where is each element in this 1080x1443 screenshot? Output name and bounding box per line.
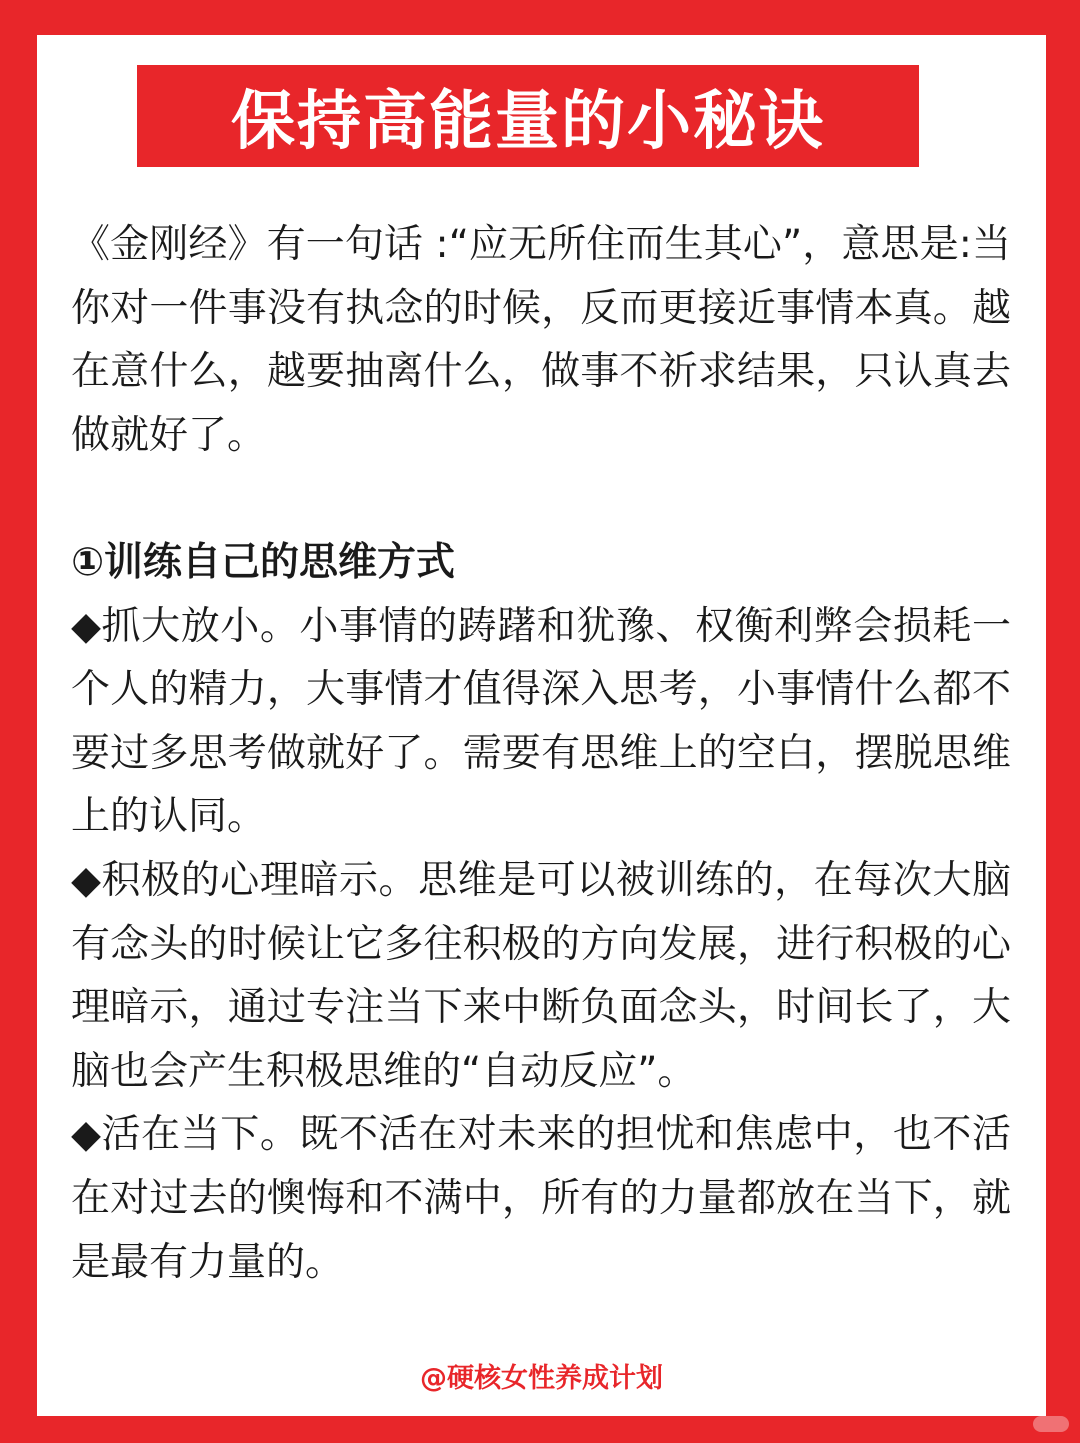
paragraph-spacer xyxy=(71,467,1011,531)
section-heading: ①训练自己的思维方式 xyxy=(71,539,456,585)
bullet-point: ◆抓大放小。小事情的踌躇和犹豫、权衡利弊会损耗一个人的精力，大事情才值得深入思考，小事情什么都不要过多思考做就好了。需要有思维上的空白，摆脱思维上的认同。 xyxy=(71,603,1011,840)
watermark-logo xyxy=(1033,1416,1069,1432)
bullet-point: ◆活在当下。既不活在对未来的担忧和焦虑中，也不活在对过去的懊悔和不满中，所有的力量都放在当下，就是最有力量的。 xyxy=(71,1112,1011,1285)
title-banner xyxy=(137,65,919,167)
page-title: 保持高能量的小秘诀 xyxy=(231,85,825,159)
bullet-point: ◆积极的心理暗示。思维是可以被训练的，在每次大脑有念头的时候让它多往积极的方向发展，进行积极的心理暗示，通过专注当下来中断负面念头，时间长了，大脑也会产生积极思维的“自动反应”。 xyxy=(71,857,1011,1094)
content-card xyxy=(37,35,1046,1416)
article-body xyxy=(71,213,1011,1294)
intro-paragraph: 《金刚经》有一句话 :“应无所住而生其心”，意思是:当你对一件事没有执念的时候，反而更接近事情本真。越在意什么，越要抽离什么，做事不祈求结果，只认真去做就好了。 xyxy=(71,222,1011,458)
author-handle: @硬核女性养成计划 xyxy=(420,1363,663,1394)
